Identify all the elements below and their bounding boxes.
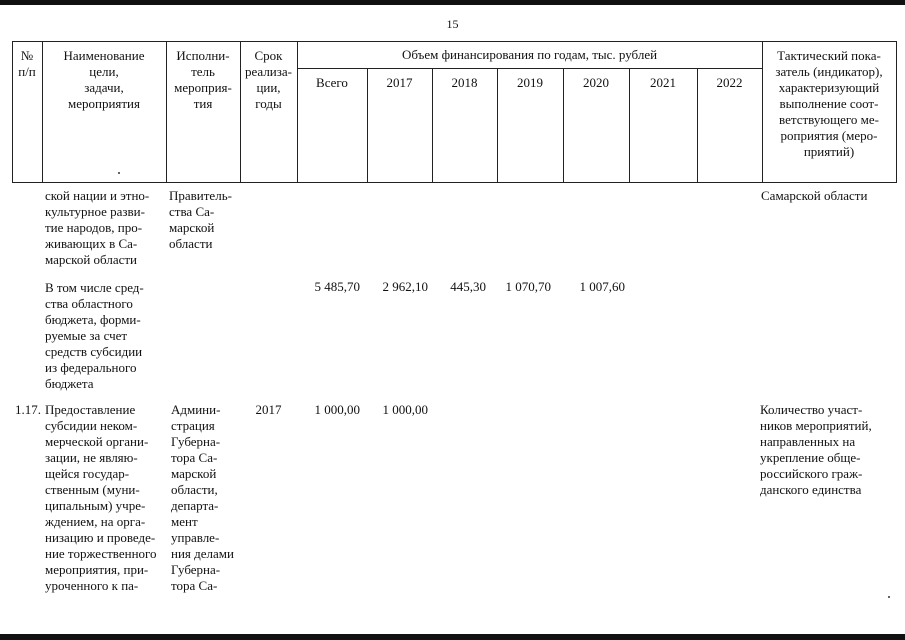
row-0-name: ской нации и этно- культурное разви- тие народов, про- живающих в Са- марской области (45, 188, 150, 267)
header-year-2019: 2019 (517, 75, 543, 90)
header-funding-title: Объем финансирования по годам, тыс. рублей (401, 47, 658, 62)
header-term: Срок реализа- ции, годы (245, 48, 292, 111)
row-2-total: 1 000,00 (314, 402, 360, 417)
table-right-border (896, 41, 897, 182)
header-year-2017: 2017 (386, 75, 413, 90)
header-year-2020: 2020 (583, 75, 609, 90)
row-2-executor: Админи- страция Губерна- тора Са- марской области, департа- мент управле- ния делами Губерна- тора Са- (171, 402, 234, 593)
row-2-name: Предоставление субсидии неком- мерческой органи- зации, не являю- щейся государ- ственным (муни- ципальным) учре- ждением, на орга- низацию и проведе- ние торжественного мероприятия, при- уроченного к па- (45, 402, 157, 593)
header-indicator: Тактический пока- затель (индикатор), характеризующий выполнение соот- ветствующего ме- роприятия (меро- приятий) (775, 48, 883, 159)
scan-speck (118, 172, 120, 174)
scan-speck (888, 596, 890, 598)
table-top-border (12, 41, 897, 42)
header-year-2021: 2021 (650, 75, 676, 90)
row-1-value-2018: 445,30 (450, 279, 486, 294)
row-1-value-2019: 1 070,70 (505, 279, 551, 294)
top-border-bar (0, 0, 905, 5)
header-executor: Исполни- тель мероприя- тия (174, 48, 232, 111)
header-year-2018: 2018 (451, 75, 478, 90)
header-name: Наименование цели, задачи, мероприятия (63, 48, 145, 111)
row-1-total: 5 485,70 (314, 279, 360, 294)
header-bottom-border (12, 182, 897, 183)
row-2-num: 1.17. (15, 402, 41, 417)
header-num: № п/п (18, 48, 36, 79)
row-2-term: 2017 (255, 402, 282, 417)
row-1-name: В том числе сред- ства областного бюджета, форми- руемые за счет средств субсидии из федерального бюджета (45, 280, 144, 391)
row-0-indicator: Самарской области (761, 188, 868, 203)
row-2-value-2017: 1 000,00 (382, 402, 428, 417)
row-1-value-2020: 1 007,60 (579, 279, 625, 294)
header-total: Всего (316, 75, 348, 90)
row-2-indicator: Количество участ- ников мероприятий, направленных на укрепление обще- российского граж- данского единства (760, 402, 872, 497)
page-number: 15 (446, 17, 459, 31)
header-year-2022: 2022 (716, 75, 743, 90)
row-0-executor: Правитель- ства Са- марской области (169, 188, 232, 251)
row-1-value-2017: 2 962,10 (382, 279, 428, 294)
bottom-border-bar (0, 634, 905, 640)
